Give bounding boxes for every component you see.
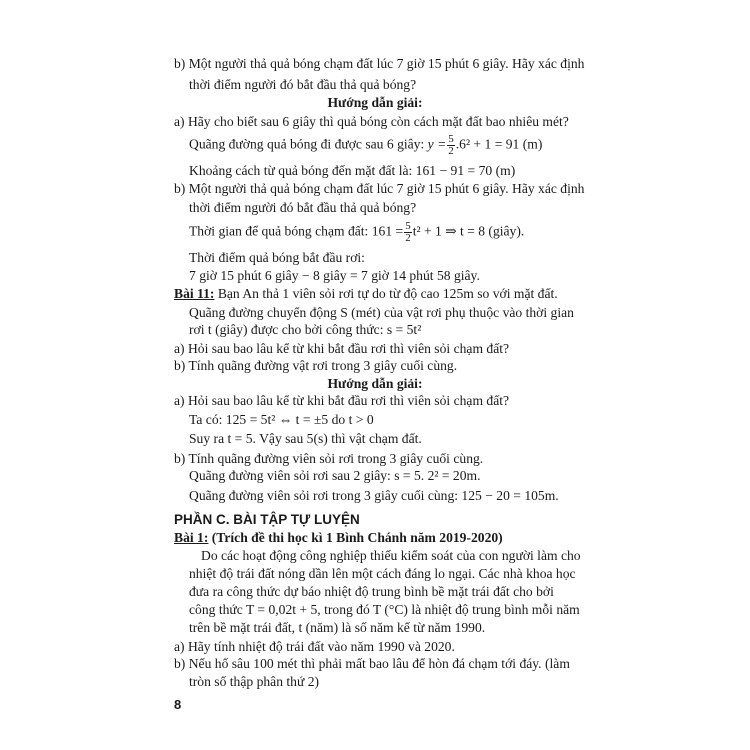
exercise-1-label: Bài 1:: [174, 530, 209, 545]
fraction: [447, 134, 455, 157]
exercise-1-text-line3: đưa ra công thức dự báo nhiệt độ trung bình bề mặt trái đất cho bởi: [189, 584, 554, 599]
answer-b-question-line2: thời điểm người đó bắt đầu thả quả bóng?: [189, 200, 417, 215]
fraction: [404, 221, 412, 244]
exercise-1-question-b-line1: b) Nếu hố sâu 100 mét thì phải mất bao lâu để hòn đá chạm tới đáy. (làm: [174, 656, 570, 671]
exercise-1-question-a: a) Hãy tính nhiệt độ trái đất vào năm 1990 và 2020.: [174, 639, 455, 654]
answer-b-question-line1: b) Một người thả quả bóng chạm đất lúc 7 giờ 15 phút 6 giây. Hãy xác định: [174, 181, 585, 196]
solution-a-result: Suy ra t = 5. Vậy sau 5(s) thì vật chạm đất.: [189, 431, 422, 446]
distance-text: Quãng đường quả bóng đi được sau 6 giây:: [189, 136, 425, 152]
solution-heading: Hướng dẫn giải:: [327, 95, 423, 110]
exercise-1-text-line2: nhiệt độ trái đất nóng dần lên một cách đáng lo ngại. Các nhà khoa học: [189, 566, 576, 581]
exercise-1-source: (Trích đề thi học kì 1 Bình Chánh năm 2019-2020): [208, 530, 503, 545]
fraction-numerator: 5: [405, 220, 411, 232]
question-b-line2: thời điểm người đó bắt đầu thả quả bóng?: [189, 77, 417, 92]
answer-a-result: Khoảng cách từ quả bóng đến mặt đất là: 161 − 91 = 70 (m): [189, 163, 516, 178]
solution-b-question: b) Tính quãng đường viên sỏi rơi trong 3 giây cuối cùng.: [174, 451, 484, 466]
exercise-1-text-line1: Do các hoạt động công nghiệp thiếu kiểm soát của con người làm cho: [201, 548, 581, 563]
exercise-11-question-b: b) Tính quãng đường vật rơi trong 3 giây cuối cùng.: [174, 358, 458, 373]
equation-rhs: .6² + 1 = 91 (m): [455, 136, 543, 152]
exercise-11-line2: Quãng đường chuyển động S (mét) của vật rơi phụ thuộc vào thời gian: [189, 305, 574, 320]
answer-a-distance-line: [189, 134, 542, 157]
fraction-denominator: 2: [405, 232, 411, 244]
start-time-result: 7 giờ 15 phút 6 giây − 8 giây = 7 giờ 14 phút 58 giây.: [189, 268, 480, 283]
solution-b-step1: Quãng đường viên sỏi rơi sau 2 giây: s = 5. 2² = 20m.: [189, 468, 481, 483]
exercise-11-question-a: a) Hỏi sau bao lâu kể từ khi bắt đầu rơi thì viên sỏi chạm đất?: [174, 341, 510, 356]
answer-b-time-line: [189, 221, 524, 244]
question-b-line1: b) Một người thả quả bóng chạm đất lúc 7 giờ 15 phút 6 giây. Hãy xác định: [174, 56, 585, 71]
solution-heading-2: Hướng dẫn giải:: [327, 376, 423, 391]
solution-a-question: a) Hỏi sau bao lâu kể từ khi bắt đầu rơi thì viên sỏi chạm đất?: [174, 393, 510, 408]
fraction-denominator: 2: [448, 145, 454, 157]
exercise-11-line3: rơi t (giây) được cho bởi công thức: s = 5t²: [189, 322, 422, 337]
exercise-1-text-line5: trên bề mặt trái đất, t (năm) là số năm kể từ năm 1990.: [189, 620, 486, 635]
exercise-1-header: [174, 530, 503, 546]
exercise-1-question-b-line2: tròn số thập phân thứ 2): [189, 674, 320, 689]
exercise-11-label: Bài 11:: [174, 286, 215, 301]
answer-a-question: a) Hãy cho biết sau 6 giây thì quả bóng còn cách mặt đất bao nhiêu mét?: [174, 114, 569, 129]
fraction-numerator: 5: [448, 133, 454, 145]
equation-lhs: y =: [427, 136, 447, 152]
solution-a-equation: Ta có: 125 = 5t² ⇔ t = ±5 do t > 0: [189, 412, 374, 427]
exercise-11-text: Bạn An thả 1 viên sỏi rơi tự do từ độ cao 125m so với mặt đất.: [214, 286, 558, 301]
start-time-label: Thời điểm quả bóng bắt đầu rơi:: [189, 250, 365, 265]
exercise-11-line1: [174, 286, 558, 302]
time-text: Thời gian để quả bóng chạm đất: 161 =: [189, 223, 404, 239]
section-heading: PHẦN C. BÀI TẬP TỰ LUYỆN: [174, 512, 360, 527]
solution-b-step2: Quãng đường viên sỏi rơi trong 3 giây cuối cùng: 125 − 20 = 105m.: [189, 488, 559, 503]
equation-rhs: t² + 1 ⇒ t = 8 (giây).: [412, 223, 525, 239]
page-number: 8: [174, 697, 182, 712]
exercise-1-text-line4: công thức T = 0,02t + 5, trong đó T (°C) là nhiệt độ trung bình mỗi năm: [189, 602, 580, 617]
